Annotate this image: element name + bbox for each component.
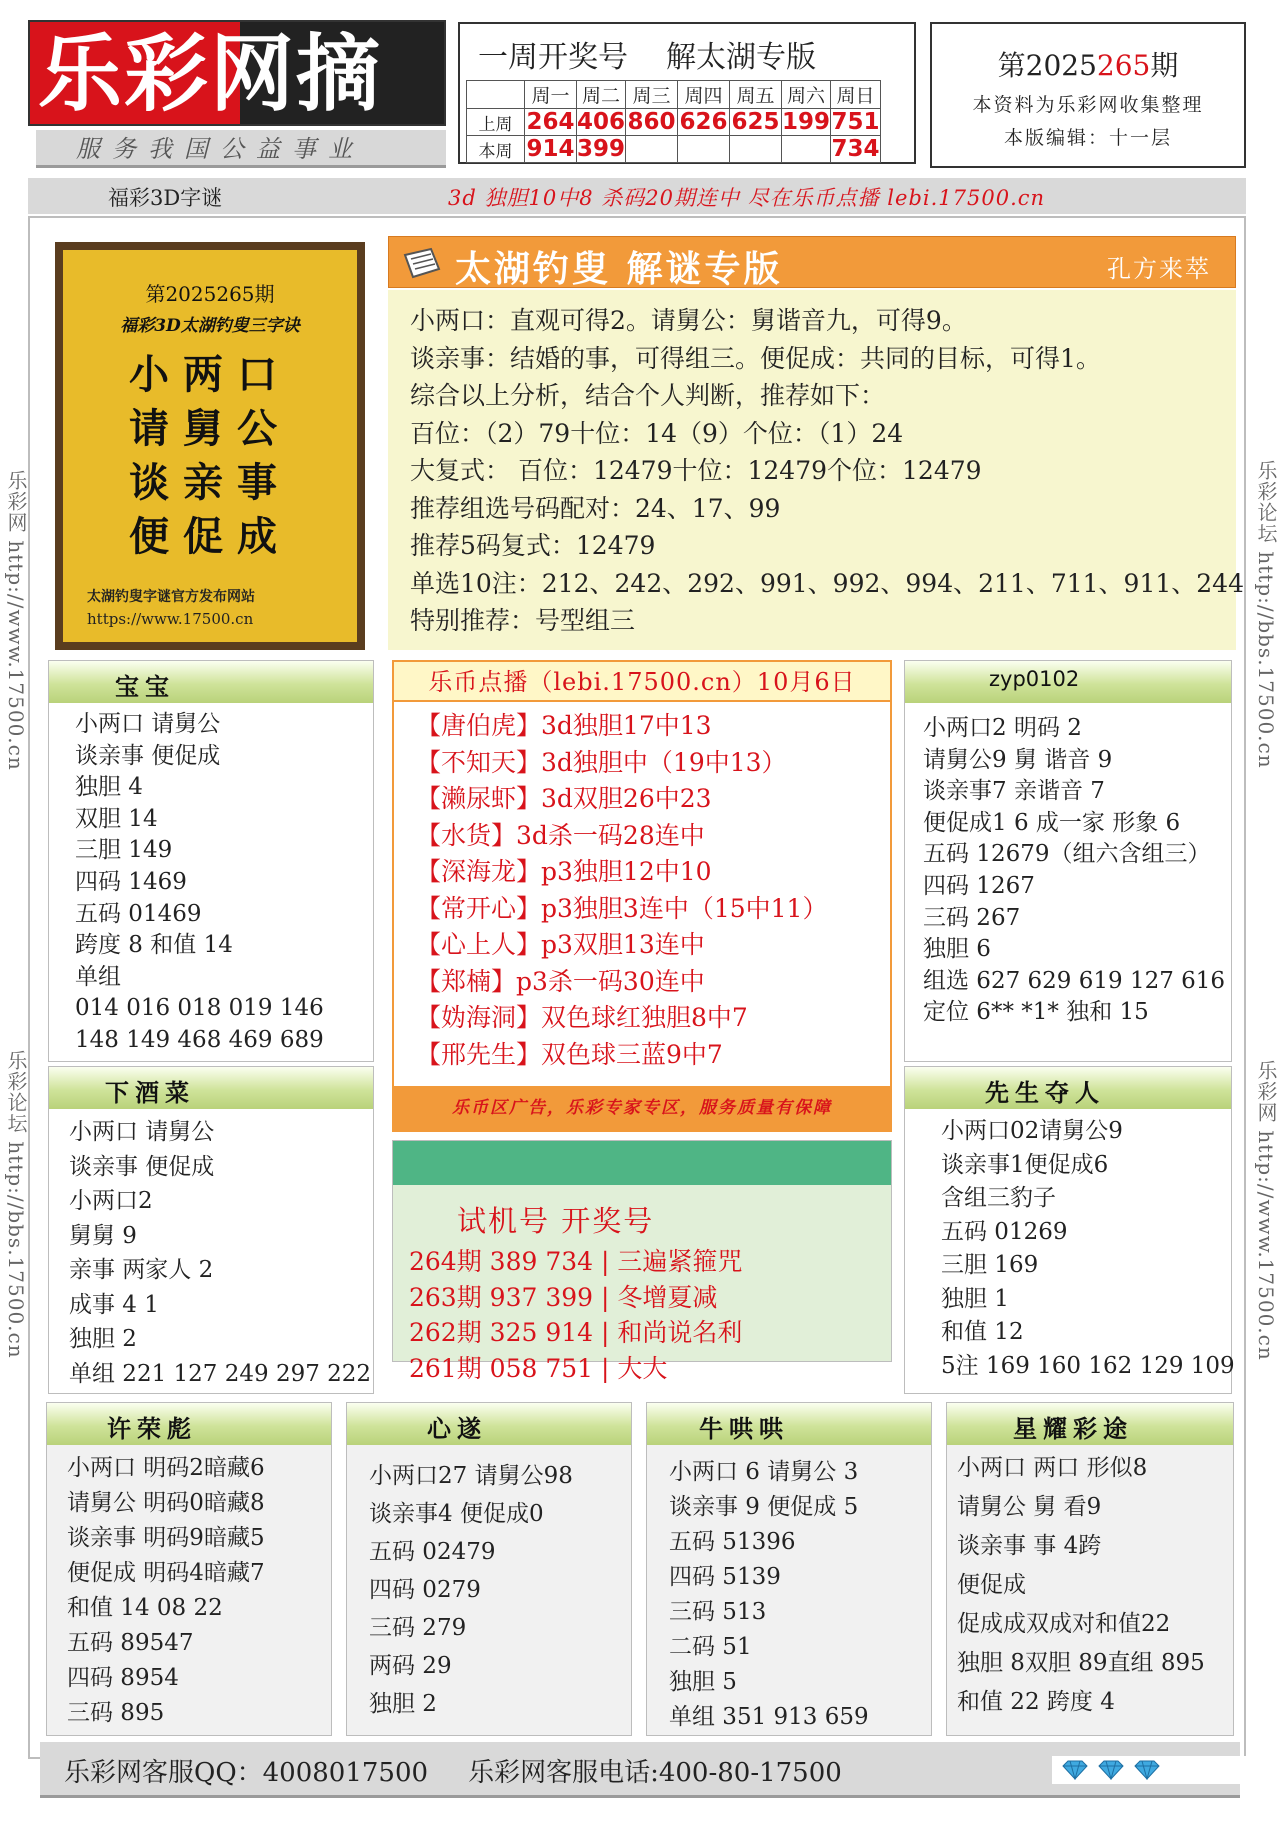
analysis-line: 特别推荐：号型组三	[410, 606, 636, 635]
riddle-line: 请舅公	[129, 405, 291, 452]
weekly-draw-box	[458, 22, 916, 164]
lebi-box	[392, 660, 892, 1132]
card-line: 单组	[75, 963, 121, 990]
draw-number: 914	[526, 136, 575, 162]
card-line: 两码 29	[369, 1653, 452, 1679]
card-line: 定位 6** *1* 独和 15	[923, 999, 1149, 1026]
card-line: 二码 51	[669, 1634, 752, 1660]
analysis-line: 大复式： 百位：12479十位：12479个位：12479	[410, 456, 982, 485]
draw-number: 264	[526, 109, 575, 135]
document-icon	[401, 245, 445, 281]
analysis-line: 谈亲事：结婚的事，可得组三。便促成：共同的目标，可得1。	[410, 343, 1101, 373]
card-line: 跨度 8 和值 14	[75, 932, 233, 959]
lebi-item: 【常开心】p3独胆3连中（15中11）	[416, 893, 828, 923]
draw-number	[730, 136, 782, 163]
riddle-url[interactable]: https://www.17500.cn	[87, 610, 254, 628]
card-line: 小两口 请舅公	[75, 711, 221, 737]
card-line: 5注 169 160 162 129 109	[941, 1352, 1235, 1379]
riddle-line: 便促成	[129, 513, 291, 560]
trial-box	[392, 1140, 892, 1383]
lebi-item: 【水货】3d杀一码28连中	[416, 820, 705, 850]
riddle-issue: 第2025265期	[145, 282, 275, 306]
day-header: 周四	[678, 81, 730, 109]
banner-promo: 3d 独胆10中8 杀码20期连中 尽在乐币点播 lebi.17500.cn	[448, 186, 1046, 210]
card-line: 和值 22 跨度 4	[957, 1689, 1115, 1715]
card-line: 小两口2	[69, 1188, 153, 1214]
analysis-line: 推荐组选号码配对：24、17、99	[410, 493, 781, 523]
footer-contact	[64, 1752, 842, 1789]
riddle-subtitle: 福彩3D太湖钓叟三字诀	[120, 316, 300, 336]
weekly-draw-title: 一周开奖号 解太湖专版	[478, 40, 816, 75]
lebi-title[interactable]: 乐币点播（lebi.17500.cn）10月6日	[394, 662, 890, 702]
card-line: 五码 89547	[67, 1630, 194, 1656]
card-line: 三码 513	[669, 1599, 767, 1625]
riddle-foot: 太湖钓叟字谜官方发布网站	[87, 589, 255, 605]
day-header: 周三	[626, 81, 678, 109]
card-line: 组选 627 629 619 127 616	[923, 967, 1226, 994]
riddle-lines	[63, 348, 357, 564]
trial-line: 261期 058 751 | 大大	[409, 1353, 668, 1383]
footer-phone: 乐彩网客服电话:400-80-17500	[468, 1758, 842, 1788]
issue-box	[930, 22, 1246, 168]
card-title: 星耀彩途	[1013, 1414, 1133, 1443]
weekly-draw-subtitle: 解太湖专版	[666, 40, 816, 75]
card-line: 谈亲事 事 4跨	[957, 1533, 1102, 1559]
card-line: 独胆 8双胆 89直组 895	[957, 1650, 1205, 1676]
analysis-line: 综合以上分析，结合个人判断，推荐如下：	[410, 381, 886, 410]
card-line: 四码 0279	[369, 1577, 481, 1603]
card-line: 和值 14 08 22	[67, 1595, 223, 1621]
lebi-item: 【濑尿虾】3d双胆26中23	[416, 784, 712, 813]
card-line: 单组 351 913 659	[669, 1704, 869, 1730]
card-line: 谈亲事4 便促成0	[369, 1501, 544, 1527]
analysis-line: 推荐5码复式：12479	[410, 531, 656, 560]
card-line: 请舅公 舅 看9	[957, 1494, 1102, 1520]
expert-card-niuhong	[646, 1402, 932, 1736]
trial-title: 试机号 开奖号	[457, 1204, 655, 1238]
banner	[28, 178, 1246, 214]
card-line: 单组 221 127 249 297 222	[69, 1360, 372, 1387]
expert-card-xinsui	[346, 1402, 632, 1736]
expert-card-zyp	[904, 660, 1232, 1062]
card-line: 四码 5139	[669, 1564, 781, 1590]
card-line: 谈亲事 便促成	[69, 1153, 215, 1180]
draw-number: 860	[627, 109, 676, 135]
side-watermark: 乐彩网 http://www.17500.cn	[4, 470, 28, 771]
card-line: 独胆 4	[75, 774, 143, 801]
card-line: 小两口27 请舅公98	[369, 1463, 573, 1489]
card-line: 三码 267	[923, 904, 1021, 931]
diamond-icon	[1134, 1760, 1160, 1780]
diamond-icon	[1062, 1760, 1088, 1780]
day-header: 周二	[577, 81, 626, 109]
footer	[40, 1742, 1240, 1798]
card-line: 成事 4 1	[69, 1291, 159, 1318]
card-line: 五码 12679（组六含组三）	[923, 841, 1211, 868]
lebi-item: 【不知天】3d独胆中（19中13）	[416, 747, 787, 777]
draw-number: 734	[831, 136, 880, 162]
draw-number: 199	[782, 109, 831, 135]
day-header: 周日	[831, 81, 881, 109]
card-line: 小两口02请舅公9	[941, 1118, 1123, 1144]
analysis-line: 百位：（2）79十位：14（9）个位：（1）24	[410, 418, 904, 448]
riddle-card	[55, 242, 365, 650]
card-line: 三码 895	[67, 1700, 165, 1726]
issue-number: 第2025265期	[997, 49, 1179, 82]
card-line: 四码 1267	[923, 872, 1035, 899]
analysis-line: 单选10注：212、242、292、991、992、994、211、711、911、244	[410, 568, 1244, 598]
analysis-line: 小两口：直观可得2。请舅公：舅谐音九，可得9。	[410, 306, 967, 335]
day-header: 周一	[525, 81, 577, 109]
taihu-header	[388, 236, 1236, 288]
card-line: 三码 279	[369, 1615, 467, 1641]
card-line: 请舅公9 舅 谐音 9	[923, 746, 1113, 773]
draw-number: 406	[577, 109, 626, 135]
lebi-ad: 乐币区广告，乐彩专家专区，服务质量有保障	[394, 1086, 890, 1130]
lebi-item: 【妫海洞】双色球红独胆8中7	[416, 1003, 748, 1032]
expert-card-xiajiucai	[48, 1066, 374, 1394]
card-line: 小两口 请舅公	[69, 1119, 215, 1145]
card-line: 和值 12	[941, 1319, 1024, 1345]
card-line: 三胆 169	[941, 1252, 1039, 1278]
expert-card-baobao	[48, 660, 374, 1062]
card-line: 014 016 018 019 146	[75, 995, 324, 1022]
card-line: 小两口 明码2暗藏6	[67, 1455, 265, 1481]
row-label: 本周	[467, 136, 525, 163]
draw-number: 626	[679, 109, 728, 135]
banner-title: 福彩3D字谜	[108, 186, 223, 210]
riddle-line: 谈亲事	[129, 459, 291, 506]
diamond-group	[1052, 1756, 1272, 1784]
card-line: 独胆 2	[369, 1691, 437, 1717]
card-line: 谈亲事 便促成	[75, 742, 221, 769]
expert-card-xingyao	[946, 1402, 1234, 1736]
card-line: 小两口 6 请舅公 3	[669, 1459, 859, 1485]
day-header: 周六	[782, 81, 831, 109]
card-line: 独胆 2	[69, 1326, 137, 1352]
side-watermark: 乐彩网 http://www.17500.cn	[1254, 1060, 1278, 1361]
card-line: 舅舅 9	[69, 1222, 137, 1249]
card-line: 独胆 1	[941, 1285, 1009, 1312]
draw-number: 751	[831, 109, 880, 135]
slogan: 服务我国公益事业	[36, 130, 446, 168]
draw-number	[678, 136, 730, 163]
card-line: 便促成	[957, 1572, 1026, 1598]
card-line: 五码 02479	[369, 1539, 496, 1565]
card-line: 促成成双成对和值22	[957, 1611, 1171, 1637]
row-label: 上周	[467, 109, 525, 136]
lebi-item: 【心上人】p3双胆13连中	[416, 930, 705, 959]
card-line: 五码 01269	[941, 1218, 1068, 1245]
draw-number	[782, 136, 831, 163]
card-title: 先生夺人	[985, 1078, 1105, 1107]
riddle-line: 小两口	[129, 351, 291, 398]
trial-line: 262期 325 914 | 和尚说名利	[409, 1318, 743, 1347]
card-title: 宝宝	[115, 672, 175, 701]
card-line: 148 149 468 469 689	[75, 1026, 324, 1053]
card-line: 请舅公 明码0暗藏8	[67, 1490, 265, 1516]
lebi-item: 【深海龙】p3独胆12中10	[416, 857, 712, 886]
card-title: 牛哄哄	[699, 1414, 789, 1443]
card-line: 四码 8954	[67, 1665, 179, 1691]
trial-line: 263期 937 399 | 冬增夏减	[409, 1282, 718, 1312]
card-line: 亲事 两家人 2	[69, 1257, 214, 1283]
card-line: 独胆 6	[923, 936, 991, 963]
weekly-draw-table	[466, 80, 881, 163]
taihu-title: 太湖钓叟 解谜专版	[455, 248, 783, 290]
card-title: zyp0102	[989, 667, 1080, 691]
card-line: 小两口 两口 形似8	[957, 1455, 1148, 1481]
issue-editor: 本版编辑：十一层	[1003, 127, 1172, 149]
taihu-body	[388, 290, 1244, 650]
card-line: 五码 01469	[75, 900, 202, 927]
draw-number	[626, 136, 678, 163]
card-line: 谈亲事1便促成6	[941, 1151, 1109, 1178]
card-title: 许荣彪	[107, 1414, 197, 1443]
card-line: 便促成 明码4暗藏7	[67, 1560, 265, 1586]
expert-card-xiansheng	[904, 1066, 1235, 1394]
footer-qq: 乐彩网客服QQ：4008017500	[64, 1758, 429, 1788]
diamond-icon	[1098, 1760, 1124, 1780]
taihu-author: 孔方来萃	[1107, 255, 1211, 283]
card-line: 小两口2 明码 2	[923, 715, 1082, 741]
issue-note: 本资料为乐彩网收集整理	[972, 94, 1204, 116]
card-line: 三胆 149	[75, 837, 173, 864]
expert-card-xurong	[46, 1402, 332, 1736]
day-header: 周五	[730, 81, 782, 109]
card-line: 谈亲事 9 便促成 5	[669, 1494, 859, 1520]
lebi-item: 【郑楠】p3杀一码30连中	[416, 966, 705, 996]
draw-number: 399	[577, 136, 626, 162]
card-title: 下酒菜	[105, 1078, 195, 1107]
side-watermark: 乐彩论坛 http://bbs.17500.cn	[4, 1050, 28, 1359]
logo-text: 乐彩网摘	[38, 25, 383, 123]
side-watermark: 乐彩论坛 http://bbs.17500.cn	[1254, 460, 1278, 769]
logo	[28, 20, 446, 126]
card-line: 四码 1469	[75, 868, 187, 895]
card-line: 便促成1 6 成一家 形象 6	[923, 809, 1181, 836]
draw-number: 625	[731, 109, 780, 135]
card-line: 独胆 5	[669, 1669, 737, 1695]
card-line: 含组三豹子	[941, 1185, 1056, 1211]
lebi-item: 【唐伯虎】3d独胆17中13	[416, 711, 712, 740]
trial-line: 264期 389 734 | 三遍紧箍咒	[409, 1247, 743, 1276]
card-line: 双胆 14	[75, 805, 158, 832]
lebi-item: 【邢先生】双色球三蓝9中7	[416, 1039, 723, 1069]
card-line: 谈亲事 明码9暗藏5	[67, 1525, 265, 1551]
card-title: 心遂	[427, 1414, 487, 1443]
card-line: 谈亲事7 亲谐音 7	[923, 778, 1105, 805]
card-line: 五码 51396	[669, 1529, 796, 1555]
